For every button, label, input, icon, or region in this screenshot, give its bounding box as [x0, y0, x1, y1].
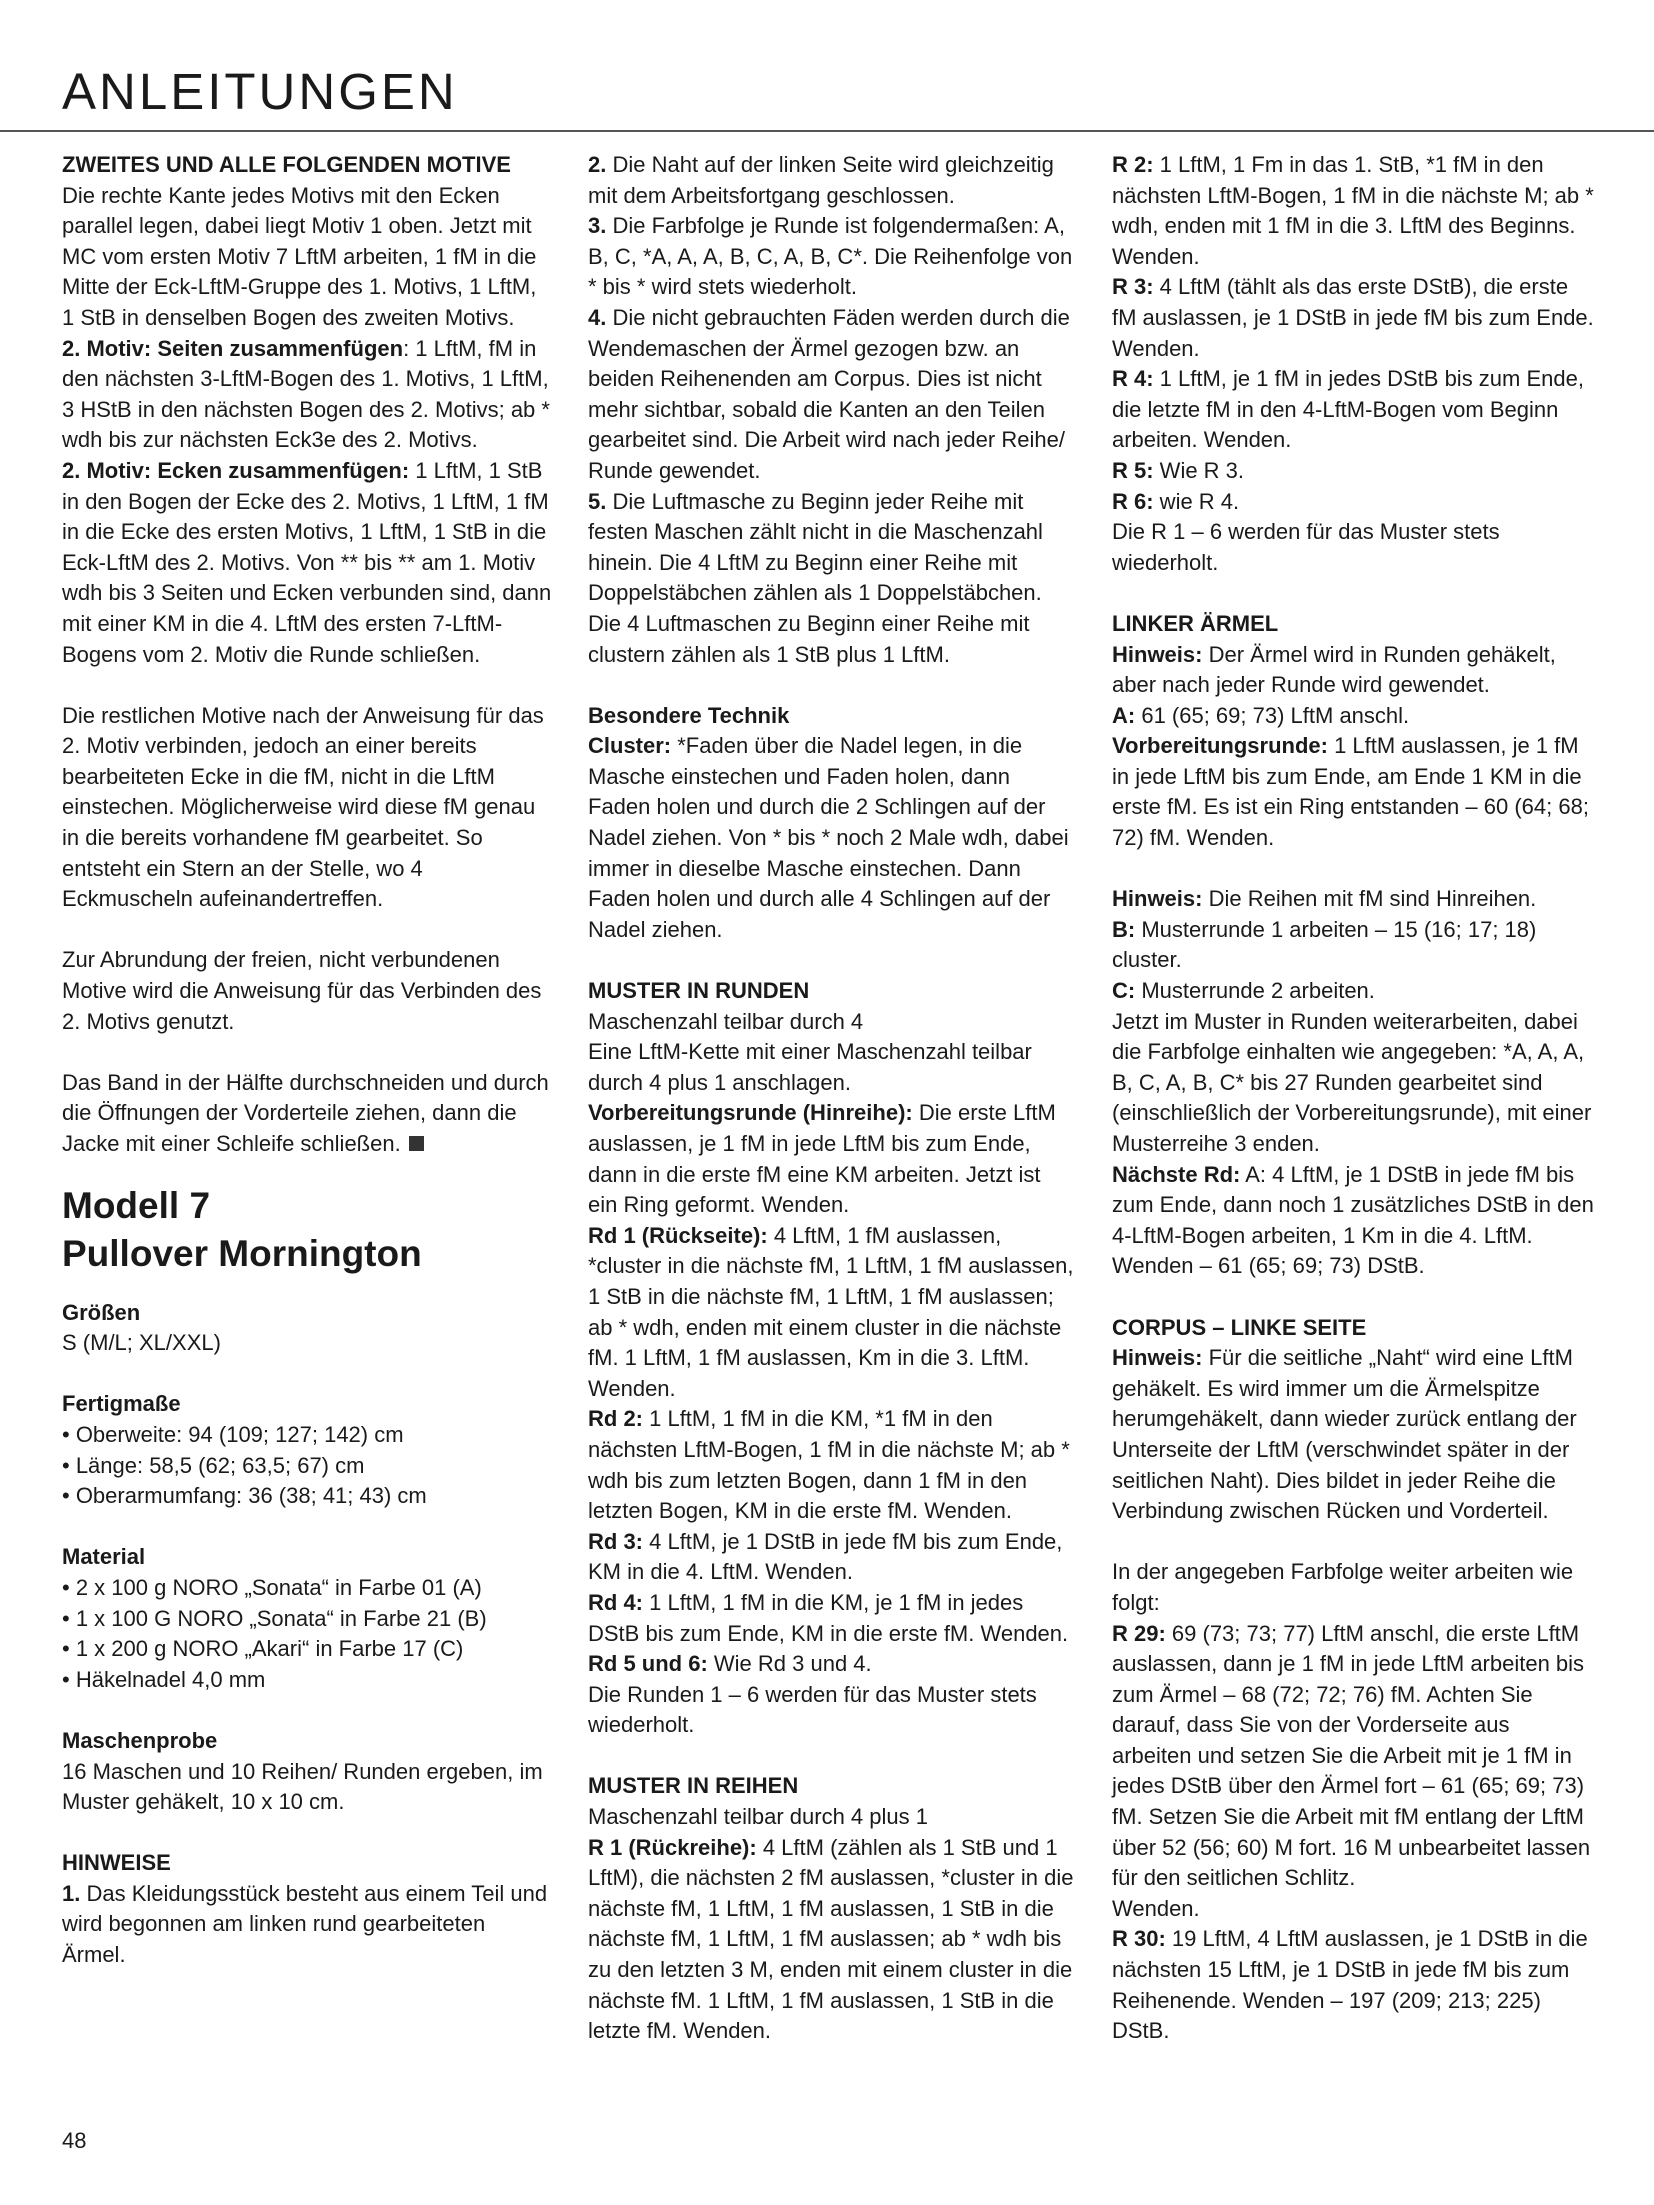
corpus-hint: Hinweis: Für die seitliche „Naht“ wird eine LftM gehäkelt. Es wird immer um die Ärmelspitze herumgehäkelt, dann wieder zurück entlang der Unterseite der LftM (verschwindet später in der seitlichen Naht). Dies bildet in jeder Reihe die Verbindung zwischen Rücken und Vorderteil.	[1112, 1345, 1577, 1524]
remaining-motives-paragraph: Die restlichen Motive nach der Anweisung für das 2. Motiv verbinden, jedoch an einer bereits bearbeiteten Ecke in die fM, nicht in die LftM einstechen. Möglicherweise wird diese fM genau in die bereits vorhandene fM gearbeitet. So entsteht ein Stern an der Stelle, wo 4 Eckmuscheln aufeinandertreffen.	[62, 702, 544, 912]
technique-heading: Besondere Technik	[588, 702, 790, 728]
note-5: 5. Die Luftmasche zu Beginn jeder Reihe mit festen Maschen zählt nicht in die Maschenzahl hinein. Die 4 LftM zu Beginn einer Reihe mit Doppelstäbchen zählen als 1 Doppelstäbchen. Die 4 Luftmaschen zu Beginn einer Reihe mit clustern zählen als 1 StB plus 1 LftM.	[588, 488, 1043, 667]
model-title: Modell 7 Pullover Mornington	[62, 1184, 422, 1274]
row-3-paragraph: R 3: 4 LftM (tählt als das erste DStB), die erste fM auslassen, je 1 DStB in jede fM bis zum Ende. Wenden.	[1112, 274, 1594, 361]
row-4-paragraph: R 4: 1 LftM, je 1 fM in jedes DStB bis zum Ende, die letzte fM in den 4-LftM-Bogen vom Beginn arbeiten. Wenden.	[1112, 366, 1584, 453]
step-c: C: Musterrunde 2 arbeiten.	[1112, 978, 1375, 1004]
motive-heading: ZWEITES UND ALLE FOLGENDEN MOTIVE	[62, 152, 511, 177]
material-heading: Material	[62, 1544, 146, 1570]
row-29-paragraph: R 29: 69 (73; 73; 77) LftM anschl, die erste LftM auslassen, dann je 1 fM in jede LftM arbeiten bis zum Ärmel – 68 (72; 72; 76) fM. Achten Sie darauf, dass Sie von der Vorderseite aus arbeiten und setzen Sie die Arbeit mit je 1 fM in jedes DStB über den Ärmel fort – 61 (65; 69; 73) fM. Setzen Sie die Arbeit mit fM entlang der LftM über 52 (56; 60) M fort. 16 M unbearbeitet lassen für den seitlichen Schlitz.	[1112, 1620, 1591, 1891]
row-6-paragraph: R 6: wie R 4.	[1112, 488, 1240, 514]
rounding-paragraph: Zur Abrundung der freien, nicht verbundenen Motive wird die Anweisung für das Verbinden des 2. Motivs genutzt.	[62, 947, 542, 1034]
header-rule	[0, 130, 1654, 132]
next-round-paragraph: Nächste Rd: A: 4 LftM, je 1 DStB in jede fM bis zum Ende, dann noch 1 zusätzliches DStB in den 4-LftM-Bogen arbeiten, 1 Km in die 4. LftM. Wenden – 61 (65; 69; 73) DStB.	[1112, 1161, 1594, 1279]
material-item: • Häkelnadel 4,0 mm	[62, 1666, 266, 1692]
continue-paragraph: Jetzt im Muster in Runden weiterarbeiten, dabei die Farbfolge einhalten wie angegeben: *A, A, A, B, C, A, B, C* bis 27 Runden gearbeitet sind (einschließlich der Vorbereitungsrunde), mit einer Musterreihe 3 enden.	[1112, 1008, 1592, 1156]
measurement-item: • Länge: 58,5 (62; 63,5; 67) cm	[62, 1452, 365, 1478]
material-item: • 2 x 100 g NORO „Sonata“ in Farbe 01 (A)	[62, 1574, 482, 1600]
step-a: A: 61 (65; 69; 73) LftM anschl.	[1112, 702, 1410, 728]
prep-round-paragraph: Vorbereitungsrunde (Hinreihe): Die erste LftM auslassen, je 1 fM in jede LftM bis zum Ende, dann in die erste fM eine KM arbeiten. Jetzt ist ein Ring geformt. Wenden.	[588, 1100, 1056, 1218]
color-sequence-text: In der angegeben Farbfolge weiter arbeiten wie folgt:	[1112, 1559, 1574, 1615]
left-sleeve-heading: LINKER ÄRMEL	[1112, 610, 1279, 636]
rows-stitch-count: Maschenzahl teilbar durch 4 plus 1	[588, 1804, 928, 1830]
rows-pattern-heading: MUSTER IN REIHEN	[588, 1773, 799, 1799]
round-2-paragraph: Rd 2: 1 LftM, 1 fM in die KM, *1 fM in den nächsten LftM-Bogen, 1 fM in die nächste M; ab * wdh bis zum letzten Bogen, dann 1 fM in den letzten Bogen, KM in die erste fM. Wenden.	[588, 1406, 1070, 1524]
rounds-chain-text: Eine LftM-Kette mit einer Maschenzahl teilbar durch 4 plus 1 anschlagen.	[588, 1039, 1032, 1095]
measurements-heading: Fertigmaße	[62, 1391, 181, 1417]
row-2-paragraph: R 2: 1 LftM, 1 Fm in das 1. StB, *1 fM in den nächsten LftM-Bogen, 1 fM in die nächste M; ab * wdh, enden mit 1 fM in die 3. LftM des Beginns. Wenden.	[1112, 152, 1594, 269]
end-square-icon	[409, 1136, 424, 1151]
row-1-paragraph: R 1 (Rückreihe): 4 LftM (zählen als 1 StB und 1 LftM), die nächsten 2 fM auslassen, *cluster in die nächste fM, 1 LftM, 1 fM auslassen, 1 StB in die nächste fM, 1 LftM, 1 fM auslassen; ab * wdh bis zu den letzten 3 M, enden mit einem cluster in die nächste fM. 1 LftM, 1 fM auslassen, 1 StB in die letzte fM. Wenden.	[588, 1834, 1074, 2044]
material-item: • 1 x 100 G NORO „Sonata“ in Farbe 21 (B)	[62, 1605, 487, 1631]
note-1: 1. Das Kleidungsstück besteht aus einem Teil und wird begonnen am linken rund gearbeiteten Ärmel.	[62, 1880, 548, 1968]
measurement-item: • Oberweite: 94 (109; 127; 142) cm	[62, 1421, 404, 1447]
column-1	[62, 150, 552, 1971]
rows-repeat-text: Die R 1 – 6 werden für das Muster stets wiederholt.	[1112, 519, 1500, 575]
cluster-paragraph: Cluster: *Faden über die Nadel legen, in die Masche einstechen und Faden holen, dann Faden holen und durch die 2 Schlingen auf der Nadel ziehen. Von * bis * noch 2 Male wdh, dabei immer in dieselbe Masche einstechen. Dann Faden holen und durch alle 4 Schlingen auf der Nadel ziehen.	[588, 733, 1069, 942]
round-3-paragraph: Rd 3: 4 LftM, je 1 DStB in jede fM bis zum Ende, KM in die 4. LftM. Wenden.	[588, 1528, 1063, 1585]
sides-paragraph: 2. Motiv: Seiten zusammenfügen: 1 LftM, fM in den nächsten 3-LftM-Bogen des 1. Motivs, 1 LftM, 3 HStB in den nächsten Bogen des 2. Motivs; ab * wdh bis zur nächsten Eck3e des 2. Motivs.	[62, 335, 550, 453]
round-1-paragraph: Rd 1 (Rückseite): 4 LftM, 1 fM auslassen, *cluster in die nächste fM, 1 LftM, 1 fM auslassen, 1 StB in die nächste fM, 1 LftM, 1 fM auslassen; ab * wdh, enden mit einem cluster in die nächste fM. 1 LftM, 1 fM auslassen, Km in die 3. LftM. Wenden.	[588, 1222, 1074, 1401]
turn-text: Wenden.	[1112, 1895, 1200, 1921]
column-3	[1112, 150, 1594, 2047]
step-b: B: Musterrunde 1 arbeiten – 15 (16; 17; 18) cluster.	[1112, 916, 1537, 973]
rounds-repeat-text: Die Runden 1 – 6 werden für das Muster stets wiederholt.	[588, 1681, 1037, 1738]
note-2: 2. Die Naht auf der linken Seite wird gleichzeitig mit dem Arbeitsfortgang geschlossen.	[588, 152, 1054, 208]
section-header: ANLEITUNGEN	[62, 63, 458, 120]
note-3: 3. Die Farbfolge je Runde ist folgendermaßen: A, B, C, *A, A, A, B, C, A, B, C*. Die Reihenfolge von * bis * wird stets wiederholt.	[588, 213, 1073, 300]
page-number: 48	[62, 2128, 87, 2153]
gauge-heading: Maschenprobe	[62, 1727, 218, 1753]
sides-label: 2. Motiv: Seiten zusammenfügen	[62, 335, 404, 361]
sizes-text: S (M/L; XL/XXL)	[62, 1330, 221, 1356]
round-4-paragraph: Rd 4: 1 LftM, 1 fM in die KM, je 1 fM in jedes DStB bis zum Ende, KM in die erste fM. Wenden.	[588, 1589, 1069, 1646]
sizes-heading: Größen	[62, 1299, 141, 1325]
row-5-paragraph: R 5: Wie R 3.	[1112, 457, 1245, 483]
rounds-stitch-count: Maschenzahl teilbar durch 4	[588, 1008, 864, 1034]
column-2	[588, 150, 1074, 2047]
row-30-paragraph: R 30: 19 LftM, 4 LftM auslassen, je 1 DStB in die nächsten 15 LftM, je 1 DStB in jede fM bis zum Reihenende. Wenden – 197 (209; 213; 225) DStB.	[1112, 1926, 1588, 2044]
sleeve-hint: Hinweis: Der Ärmel wird in Runden gehäkelt, aber nach jeder Runde wird gewendet.	[1112, 641, 1556, 698]
material-item: • 1 x 200 g NORO „Akari“ in Farbe 17 (C)	[62, 1636, 464, 1662]
notes-heading: HINWEISE	[62, 1850, 171, 1876]
corpus-heading: CORPUS – LINKE SEITE	[1112, 1314, 1367, 1340]
corners-paragraph: 2. Motiv: Ecken zusammenfügen: 1 LftM, 1 StB in den Bogen der Ecke des 2. Motivs, 1 LftM, 1 fM in die Ecke des ersten Motivs, 1 LftM, 1 StB in die Eck-LftM des 2. Motivs. Von ** bis ** am 1. Motiv wdh bis 3 Seiten und Ecken verbunden sind, dann mit einer KM in die 4. LftM des ersten 7-LftM-Bogens vom 2. Motiv die Runde schließen.	[62, 457, 552, 667]
ribbon-paragraph: Das Band in der Hälfte durchschneiden und durch die Öffnungen der Vorderteile ziehen, dann die Jacke mit einer Schleife schließen.	[62, 1069, 549, 1156]
rounds-pattern-heading: MUSTER IN RUNDEN	[588, 978, 810, 1004]
gauge-text: 16 Maschen und 10 Reihen/ Runden ergeben, im Muster gehäkelt, 10 x 10 cm.	[62, 1758, 543, 1815]
rows-hint: Hinweis: Die Reihen mit fM sind Hinreihen.	[1112, 886, 1537, 912]
corners-label: 2. Motiv: Ecken zusammenfügen:	[62, 457, 410, 483]
note-4: 4. Die nicht gebrauchten Fäden werden durch die Wendemaschen der Ärmel gezogen bzw. an beiden Reihenenden am Corpus. Dies ist nicht mehr sichtbar, sobald die Kanten an den Teilen gearbeitet sind. Die Arbeit wird nach jeder Reihe/ Runde gewendet.	[588, 304, 1070, 483]
motive-paragraph: Die rechte Kante jedes Motivs mit den Ecken parallel legen, dabei liegt Motiv 1 oben. Jetzt mit MC vom ersten Motiv 7 LftM arbeiten, 1 fM in die Mitte der Eck-LftM-Gruppe des 1. Motivs, 1 LftM, 1 StB in denselben Bogen des zweiten Motivs.	[62, 182, 537, 330]
prep-round-sleeve: Vorbereitungsrunde: 1 LftM auslassen, je 1 fM in jede LftM bis zum Ende, am Ende 1 KM in die erste fM. Es ist ein Ring entstanden – 60 (64; 68; 72) fM. Wenden.	[1112, 733, 1589, 851]
measurement-item: • Oberarmumfang: 36 (38; 41; 43) cm	[62, 1483, 427, 1509]
round-5-6-paragraph: Rd 5 und 6: Wie Rd 3 und 4.	[588, 1651, 872, 1677]
